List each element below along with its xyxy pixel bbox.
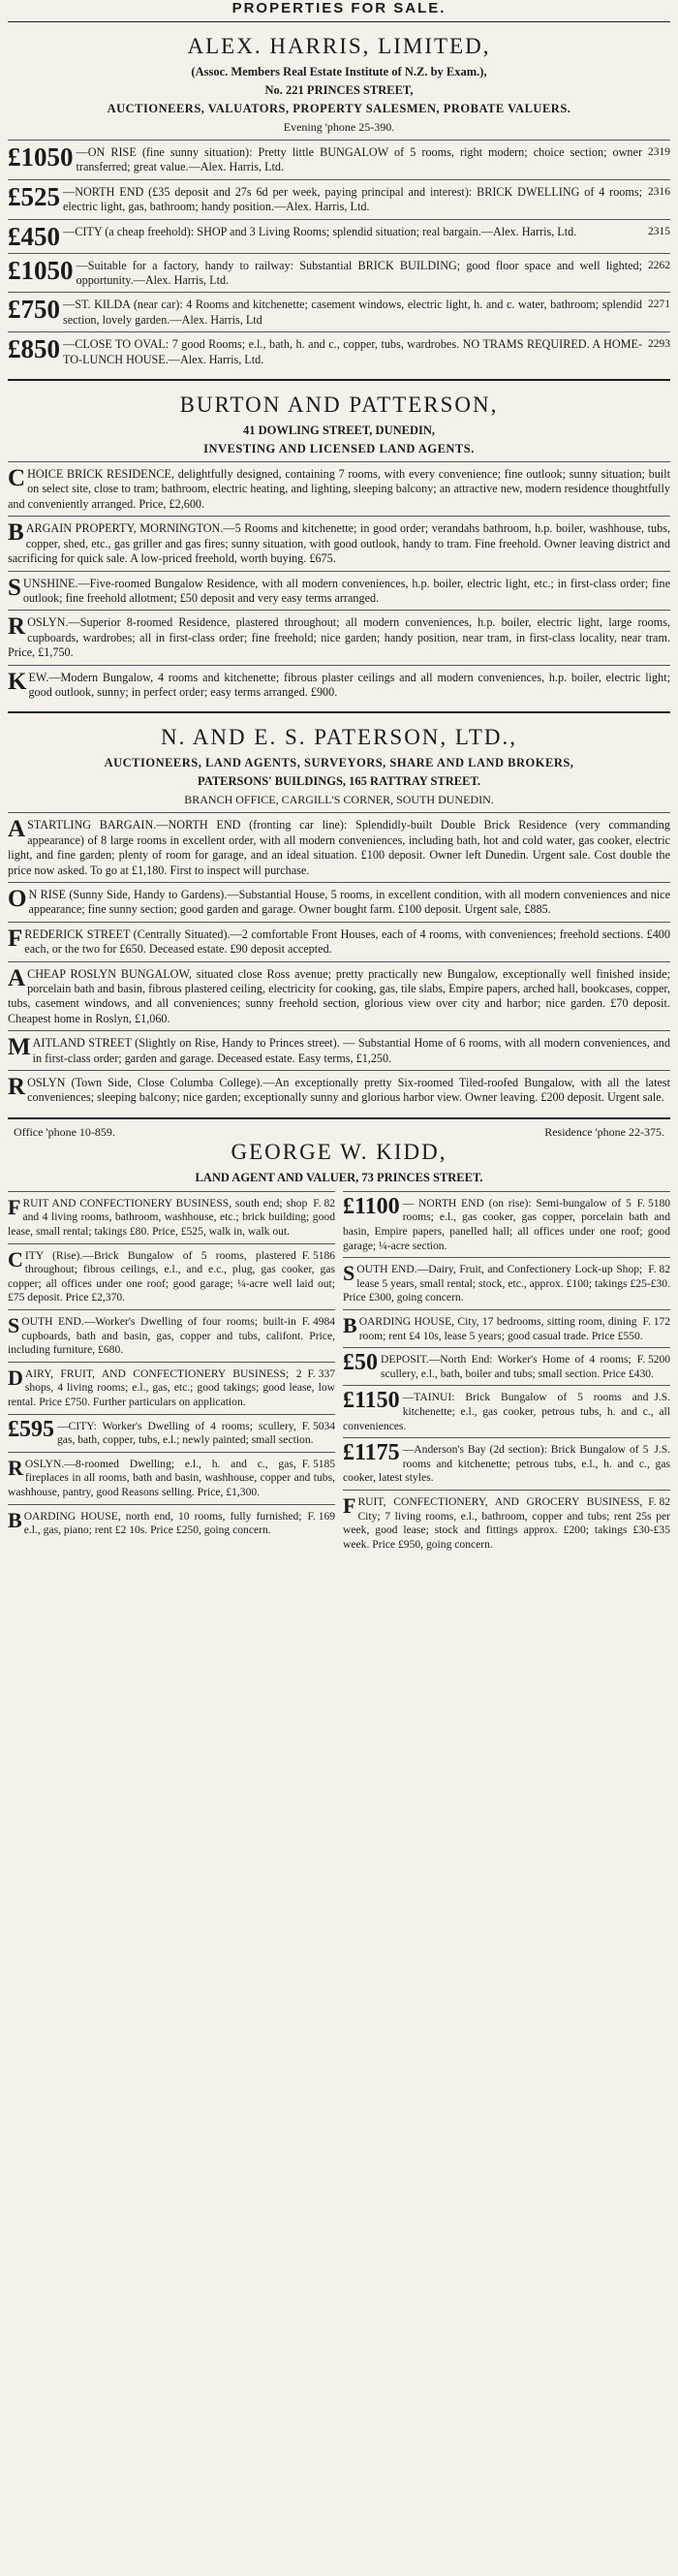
listing-price: £50 bbox=[343, 1350, 378, 1376]
listing-drop-cap: F bbox=[8, 1194, 21, 1219]
burton-line1: 41 DOWLING STREET, DUNEDIN, bbox=[242, 424, 436, 438]
listing-ref: F. 5186 bbox=[301, 1249, 335, 1262]
listing-text: OSLYN.—Superior 8-roomed Residence, plastered throughout; all modern conveniences, h.p. boiler, electric light, large rooms, cupboards, wardrobes; all in first-class order; fine freehold; nice garden; handy position, near tram, in first-class locality, near tram. Price, £1,750. bbox=[8, 615, 670, 660]
listing-ad bbox=[8, 922, 670, 961]
listing-ad bbox=[343, 1257, 670, 1309]
listing-ad bbox=[8, 219, 670, 253]
listing-ref: F. 82 bbox=[313, 1197, 335, 1209]
harris-section bbox=[8, 22, 670, 381]
listing-text: N RISE (Sunny Side, Handy to Gardens).—Substantial House, 5 rooms, in excellent condition, with all modern conveniences and nice appearance; fine sunny section; good garden and garage. Owner bought farm. £100 deposit. Urgent sale, £885. bbox=[28, 887, 670, 917]
listing-ref: F. 337 bbox=[307, 1367, 335, 1380]
burton-title: BURTON AND PATTERSON, bbox=[179, 393, 499, 418]
listing-drop-cap: A bbox=[8, 816, 26, 843]
listing-text: UNSHINE.—Five-roomed Bungalow Residence, with all modern conveniences, h.p. boiler, electric light, etc.; in first-class order; fine outlook; fine freehold allotment; £50 deposit and very easy terms arranged. bbox=[22, 576, 670, 605]
listing-ref: F. 82 bbox=[648, 1264, 670, 1276]
listing-ref: F. 169 bbox=[307, 1510, 335, 1523]
listing-ref: F. 5034 bbox=[301, 1420, 335, 1432]
listing-ad bbox=[8, 1070, 670, 1110]
listing-text: RUIT, CONFECTIONERY, AND GROCERY BUSINESS, City; 7 living rooms, e.l., bathroom, copper and tubs; rent 25s per week, good lease; stock and fittings approx. £200; takings £30-£35 week. Price £950, going concern. bbox=[343, 1494, 670, 1551]
listing-ad bbox=[8, 1309, 335, 1362]
burton-section bbox=[8, 381, 670, 713]
burton-ads bbox=[8, 462, 670, 704]
kidd-office-phone: Office 'phone 10-859. bbox=[14, 1124, 115, 1139]
listing-ad bbox=[8, 1452, 335, 1504]
listing-text: —CITY (a cheap freehold): SHOP and 3 Living Rooms; splendid situation; real bargain.—Alex. Harris, Ltd. bbox=[63, 224, 577, 238]
listing-ad bbox=[343, 1347, 670, 1385]
listing-text: —TAINUI: Brick Bungalow of 5 rooms and kitchenette; e.l., gas cooker, petrous tubs, h. and c., all conveniences. bbox=[343, 1391, 670, 1432]
listing-price: £1175 bbox=[343, 1440, 400, 1466]
paterson-line2: PATERSONS' BUILDINGS, 165 RATTRAY STREET. bbox=[198, 774, 480, 789]
listing-text: —CLOSE TO OVAL: 7 good Rooms; e.l., bath, h. and c., copper, tubs, wardrobes. NO TRAMS REQUIRED. A HOME-TO-LUNCH HOUSE.—Alex. Harris, Ltd. bbox=[63, 337, 642, 366]
listing-ref: 2315 bbox=[648, 225, 670, 237]
listing-ad bbox=[8, 141, 670, 179]
listing-ad bbox=[8, 1504, 335, 1542]
listing-ad bbox=[8, 292, 670, 331]
listing-drop-cap: S bbox=[343, 1261, 355, 1286]
paterson-title: N. AND E. S. PATERSON, LTD., bbox=[160, 725, 518, 750]
kidd-line1: LAND AGENT AND VALUER, 73 PRINCES STREET. bbox=[195, 1170, 483, 1184]
listing-ad bbox=[343, 1309, 670, 1347]
listing-ad bbox=[343, 1437, 670, 1490]
listing-ad bbox=[8, 516, 670, 570]
listing-text: STARTLING BARGAIN.—NORTH END (fronting car line): Splendidly-built Double Brick Residence (very commanding appearance) of 8 large rooms in excellent order, with all modern conveniences, including bath, hot and cold water, gas cooker, electric light, and fine garden; plenty of room for garage, and an ideal situation. £100 deposit. Owner left Dunedin. Urgent sale. Cost double the price now asked. To go at £1,180. First to inspect will purchase. bbox=[8, 818, 670, 877]
listing-drop-cap: K bbox=[8, 668, 27, 695]
listing-ad bbox=[8, 331, 670, 371]
harris-ads bbox=[8, 141, 670, 371]
listing-drop-cap: D bbox=[8, 1365, 23, 1390]
listing-ref: 2262 bbox=[648, 259, 670, 271]
listing-drop-cap: C bbox=[8, 465, 26, 492]
harris-line4: Evening 'phone 25-390. bbox=[283, 120, 395, 134]
listing-ad bbox=[8, 813, 670, 882]
listing-ad bbox=[8, 253, 670, 293]
listing-text: CHEAP ROSLYN BUNGALOW, situated close Ross avenue; pretty practically new Bungalow, exceptionally well finished inside; porcelain bath and basin, fibrous plastered ceiling, electricity for cooking, gas, tile slabs, Empire papers, arched hall, bookcases, copper, tubs, casement windows, and all conveniences; sunny freehold section, glorious view over city and harbor; nice garden. £70 deposit. Cheapest home in Roslyn, £1,060. bbox=[8, 966, 670, 1025]
listing-drop-cap: B bbox=[8, 519, 24, 547]
listing-drop-cap: S bbox=[8, 574, 21, 601]
listing-price: £525 bbox=[8, 181, 60, 211]
listing-price: £450 bbox=[8, 221, 60, 251]
listing-ref: 2319 bbox=[648, 146, 670, 158]
listing-price: £1150 bbox=[343, 1388, 400, 1414]
listing-text: DEPOSIT.—North End: Worker's Home of 4 rooms; scullery, e.l., bath, boiler and tubs; small section. Price £430. bbox=[381, 1353, 654, 1380]
listing-text: —ON RISE (fine sunny situation): Pretty little BUNGALOW of 5 rooms, right modern; choice section; owner transferred; great value.—Alex. Harris, Ltd. bbox=[76, 145, 642, 174]
listing-ad bbox=[8, 665, 670, 705]
listing-ad bbox=[8, 1192, 335, 1243]
listing-text: EW.—Modern Bungalow, 4 rooms and kitchenette; fibrous plaster ceilings and all modern conveniences, h.p. boiler, electric light; good outlook, sunny; in perfect order; easy terms arranged. £900. bbox=[28, 670, 670, 699]
listing-drop-cap: R bbox=[8, 613, 26, 641]
listing-drop-cap: S bbox=[8, 1313, 20, 1337]
listing-ad bbox=[8, 1414, 335, 1452]
listing-ref: 2316 bbox=[648, 185, 670, 198]
listing-text: ITY (Rise).—Brick Bungalow of 5 rooms, plastered throughout; fibrous ceilings, e.l., and e.c., plug, gas cooker, gas copper; all offices under one roof; good garage; ¼-acre well laid out; £75 deposit. Price £2,370. bbox=[8, 1248, 335, 1304]
listing-drop-cap: O bbox=[8, 885, 27, 912]
listing-ad bbox=[8, 961, 670, 1031]
listing-text: ARGAIN PROPERTY, MORNINGTON.—5 Rooms and kitchenette; in good order; verandahs bathroom, h.p. boiler, washhouse, tubs, copper, shed, etc., gas griller and gas fires; sunny situation, with good outlook, handy to tram. Fine freehold. Owner leaving district and sacrificing for quick sale. A low-priced freehold, worth buying. £675. bbox=[8, 521, 670, 566]
listing-price: £1050 bbox=[8, 255, 74, 285]
listing-ad bbox=[343, 1192, 670, 1257]
listing-ad bbox=[8, 882, 670, 922]
listing-drop-cap: B bbox=[8, 1507, 22, 1532]
listing-text: —Suitable for a factory, handy to railway: Substantial BRICK BUILDING; good floor space and well lighted; opportunity.—Alex. Harris, Ltd. bbox=[76, 258, 642, 288]
listing-text: OARDING HOUSE, City, 17 bedrooms, sitting room, dining room; rent £4 10s, lease 5 years; good casual trade. Price £550. bbox=[358, 1315, 643, 1342]
listing-ad bbox=[343, 1490, 670, 1555]
listing-ad bbox=[8, 1243, 335, 1309]
burton-line2: INVESTING AND LICENSED LAND AGENTS. bbox=[203, 442, 475, 456]
listing-text: OARDING HOUSE, north end, 10 rooms, fully furnished; e.l., gas, piano; rent £2 10s. Price £250, going concern. bbox=[23, 1509, 302, 1537]
listing-drop-cap: M bbox=[8, 1034, 31, 1061]
listing-text: HOICE BRICK RESIDENCE, delightfully designed, containing 7 rooms, with every convenience; fine outlook; sunny situation; built on select site, close to tram; bathroom, electric heating, and lighting, sleeping balcony; an attractive new, modern residence thoughtfully and conveniently arranged. Price, £2,600. bbox=[8, 467, 670, 511]
listing-ad bbox=[343, 1385, 670, 1437]
listing-text: AIRY, FRUIT, AND CONFECTIONERY BUSINESS; 2 shops, 4 living rooms; e.l., gas, etc.; good takings; good lease, low rental. Price £750. Further particulars on application. bbox=[8, 1367, 335, 1408]
listing-ref: 2271 bbox=[648, 298, 670, 311]
listing-ref: 2293 bbox=[648, 338, 670, 351]
harris-line1: (Assoc. Members Real Estate Institute of N.Z. by Exam.), bbox=[191, 65, 487, 79]
kidd-left-column bbox=[8, 1191, 335, 1555]
kidd-section bbox=[8, 1119, 670, 1555]
listing-text: OSLYN (Town Side, Close Columba College).—An exceptionally pretty Six-roomed Tiled-roofed Bungalow, with all the latest conveniences; sleeping balcony; nice garden; exceptionally sunny and glorious harbor view. Owner leaving. £200 deposit. Urgent sale. bbox=[27, 1076, 670, 1105]
listing-text: —NORTH END (£35 deposit and 27s 6d per week, paying principal and interest): BRICK DWELLING of 4 rooms; electric light, gas, bathroom; handy position.—Alex. Harris, Ltd. bbox=[63, 184, 642, 214]
page-header: PROPERTIES FOR SALE. bbox=[8, 0, 670, 22]
listing-drop-cap: B bbox=[343, 1313, 357, 1337]
paterson-line3: BRANCH OFFICE, CARGILL'S CORNER, SOUTH DUNEDIN. bbox=[184, 793, 494, 807]
harris-line2: No. 221 PRINCES STREET, bbox=[264, 83, 414, 97]
kidd-right-column bbox=[343, 1191, 670, 1555]
listing-ad bbox=[8, 1362, 335, 1414]
paterson-section bbox=[8, 713, 670, 1119]
listing-drop-cap: F bbox=[343, 1492, 356, 1518]
harris-title: ALEX. HARRIS, LIMITED, bbox=[187, 34, 491, 58]
listing-ref: F. 5185 bbox=[301, 1458, 335, 1470]
listing-drop-cap: R bbox=[8, 1455, 23, 1480]
listing-price: £595 bbox=[8, 1416, 54, 1442]
listing-text: OUTH END.—Worker's Dwelling of four rooms; built-in cupboards, bath and basin, gas, copper and tubs, califont. Price, including furniture, £680. bbox=[8, 1315, 335, 1357]
listing-text: OUTH END.—Dairy, Fruit, and Confectionery Lock-up Shop; lease 5 years, small rental; stock, etc., approx. £100; takings £25-£30. Price £300, going concern. bbox=[343, 1263, 670, 1304]
listing-price: £850 bbox=[8, 334, 60, 364]
kidd-residence-phone: Residence 'phone 22-375. bbox=[544, 1124, 664, 1139]
listing-text: —Anderson's Bay (2d section): Brick Bungalow of 5 rooms and kitchenette; petrous tubs, e.l., h. and c., gas cooker, latest styles. bbox=[343, 1443, 670, 1485]
listing-ref: J.S. bbox=[654, 1392, 670, 1404]
listing-text: RUIT AND CONFECTIONERY BUSINESS, south end; shop and 4 living rooms, bathroom, washhouse, etc.; brick building; good lease, small rental; takings £80. Price, £525, walk in, walk out. bbox=[8, 1196, 335, 1239]
listing-text: — NORTH END (on rise): Semi-bungalow of 5 rooms; e.l., gas cooker, gas copper, porcelain bath and basin, Empire papers, panelled hall; all offices under one roof; good garage; ¼-acre section. bbox=[343, 1196, 670, 1252]
listing-drop-cap: A bbox=[8, 964, 26, 991]
listing-price: £1050 bbox=[8, 142, 74, 172]
listing-ad bbox=[8, 1030, 670, 1070]
listing-drop-cap: R bbox=[8, 1074, 26, 1101]
paterson-ads bbox=[8, 813, 670, 1110]
listing-drop-cap: F bbox=[8, 925, 23, 952]
listing-text: OSLYN.—8-roomed Dwelling; e.l., h. and c., gas, fireplaces in all rooms, bath and basin, washhouse, copper and tubs, washhouse, pantry, good Reasons selling. Price, £1,300. bbox=[8, 1457, 335, 1498]
listing-drop-cap: C bbox=[8, 1246, 23, 1272]
listing-ad bbox=[8, 571, 670, 611]
listing-ad bbox=[8, 179, 670, 219]
listing-ref: F. 172 bbox=[642, 1316, 670, 1328]
listing-text: —CITY: Worker's Dwelling of 4 rooms; scullery, gas, bath, copper, tubs, e.l.; newly painted; small section. bbox=[57, 1419, 314, 1447]
listing-ref: J.S. bbox=[654, 1444, 670, 1457]
listing-price: £1100 bbox=[343, 1193, 400, 1219]
listing-price: £750 bbox=[8, 295, 60, 325]
listing-ref: F. 82 bbox=[648, 1495, 670, 1508]
harris-line3: AUCTIONEERS, VALUATORS, PROPERTY SALESMEN, PROBATE VALUERS. bbox=[107, 102, 571, 115]
paterson-line1: AUCTIONEERS, LAND AGENTS, SURVEYORS, SHARE AND LAND BROKERS, bbox=[104, 756, 574, 770]
listing-ref: F. 5180 bbox=[636, 1197, 670, 1209]
listing-ad bbox=[8, 610, 670, 664]
listing-ref: F. 5200 bbox=[636, 1354, 670, 1367]
listing-text: —ST. KILDA (near car): 4 Rooms and kitchenette; casement windows, electric light, h. and c. water, bathroom; splendid section, lovely garden.—Alex. Harris, Ltd bbox=[63, 298, 642, 327]
kidd-title: GEORGE W. KIDD, bbox=[231, 1139, 447, 1164]
listing-ad bbox=[8, 462, 670, 516]
listing-ref: F. 4984 bbox=[301, 1316, 335, 1328]
listing-text: REDERICK STREET (Centrally Situated).—2 comfortable Front Houses, each of 4 rooms, with conveniences; freehold sections. £400 each, or the two for £650. Deceased estate. £90 deposit accepted. bbox=[24, 927, 670, 957]
listing-text: AITLAND STREET (Slightly on Rise, Handy to Princes street). — Substantial Home of 6 rooms, with all modern conveniences, and in first-class order; garden and garage. Deceased estate. Easy terms, £1,250. bbox=[32, 1036, 670, 1065]
